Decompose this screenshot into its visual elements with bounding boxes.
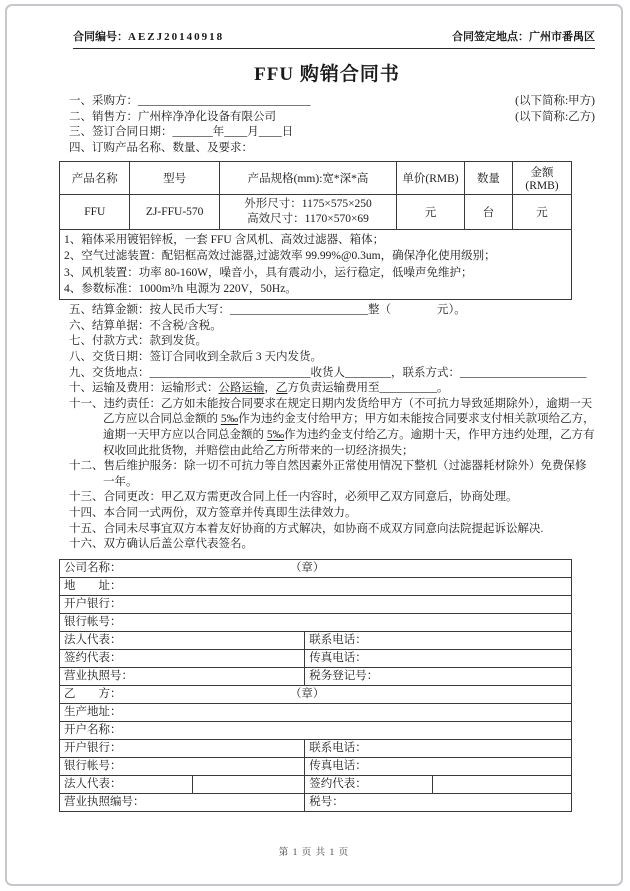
party-field-label: 地 址： [64,579,122,592]
party-field-label: 签约代表： [309,777,367,790]
party-table-cell [60,578,571,595]
party-table-row [60,668,571,686]
party-table-cell [60,596,571,613]
text-segment: ， [264,382,276,395]
party-table-cell [60,632,305,649]
party-field-label: 传真电话： [309,651,367,664]
text-segment: 作为违约金支付给甲方；甲方如未能按合同要求支付相关款项给乙方，逾期一天甲方应以合同总金额的 [103,413,595,441]
underlined-text: 5‰ [266,428,285,441]
text-segment: 八、交货日期：签订合同收到全款后 3 天内发货。 [69,350,322,363]
intro-line-text [69,141,253,157]
party-table-row [60,560,571,578]
product-table-header-cell: 金额(RMB) [513,162,572,195]
party-table-cell [60,560,571,577]
intro-line [69,94,595,110]
text-segment: 二、销售方：广州梓净净化设备有限公司 [69,110,276,123]
party-table-cell [305,794,571,811]
intro-line-text [69,125,293,141]
intro-line [69,125,595,141]
term-item [69,350,595,366]
terms-list [69,303,595,553]
text-segment: 作为违约金支付给乙方。逾期十天，作甲方违约处理，乙方有权收回此批货物，并赔偿由此给乙方所带来的一切经济损失； [103,428,595,457]
party-field-label: 税务登记号： [309,669,379,682]
text-segment: 四、订购产品名称、数量、及要求： [69,141,253,154]
seal-mark: （章） [289,687,325,700]
product-table-header-cell: 型号 [130,162,219,195]
party-table-cell [193,776,305,793]
party-table-cell [60,794,305,811]
text-segment: 六、结算单据：不含税/含税。 [69,319,222,332]
product-note-line: 3、风机装置：功率 80-160W，噪音小，具有震动小，运行稳定，低噪声免维护； [64,266,473,279]
text-segment: ，联系方式： [391,366,460,379]
intro-line [69,110,595,126]
text-segment: 九、交货地点： [69,366,150,379]
party-table-row [60,794,571,811]
term-item [69,490,595,506]
party-field-label: 传真电话： [309,759,367,772]
text-segment: __________ [379,382,437,395]
term-item [69,522,595,538]
product-table-header-cell: 单价(RMB) [397,162,465,195]
text-segment: ____________________________ [149,366,311,379]
term-item [69,303,595,319]
party-field-label: 营业执照号： [64,669,133,682]
party-table-cell [433,776,571,793]
party-field-label: 公司名称： [64,561,122,574]
text-segment: 十五、合同未尽事宜双方本着友好协商的方式解决，如协商不成双方同意向法院提起诉讼解决. [69,522,544,535]
term-item [69,319,595,335]
sign-place-label: 合同签定地点： [452,31,529,43]
page-number: 第 1 页 共 1 页 [278,848,350,858]
party-table-row [60,650,571,668]
party-table-row [60,758,571,776]
party-field-label: 签约代表： [64,651,122,664]
party-field-label: 法人代表： [64,633,122,646]
text-segment: ________ [345,366,391,379]
product-notes-cell [60,230,572,300]
party-table-row [60,686,571,704]
text-segment: 十二、售后维护服务：除一切不可抗力等自然因素外正常使用情况下整机（过滤器耗材除外）免费保修一年。 [69,460,587,488]
party-table-cell [305,668,571,685]
term-item [69,537,595,553]
party-table-row [60,722,571,740]
party-field-label: 联系电话： [309,633,367,646]
product-name-cell: FFU [60,195,130,230]
product-spec-cell [219,195,396,230]
sign-place-value: 广州市番禺区 [529,31,595,43]
party-table-cell [60,758,305,775]
product-note-line: 4、参数标准：1000m³/h 电源为 220V，50Hz。 [64,282,297,295]
text-segment: 七、付款方式：款到发货。 [69,335,207,348]
party-field-label: 乙 方： [64,687,122,700]
product-table-header-cell: 产品名称 [60,162,130,195]
party-field-label: 银行帐号： [64,759,122,772]
text-segment: 十六、双方确认后盖公章代表签名。 [69,538,253,551]
spec-line: 高效尺寸：1170×570×69 [247,213,369,225]
party-table-cell [305,758,571,775]
document-title: FFU 购销合同书 [254,64,400,85]
contract-number-label: 合同编号： [73,31,128,43]
party-field-label: 税号： [309,795,344,808]
contract-number [73,28,224,44]
text-segment: ________________________ [230,304,368,317]
party-table-cell [60,650,305,667]
product-note-line: 2、空气过滤装置：配铝框高效过滤器,过滤效率 99.99%@0.3um，确保净化使用级别； [64,250,496,263]
product-model-cell: ZJ-FFU-570 [130,195,219,230]
unit-price-cell: 元 [397,195,465,230]
party-abbreviation: (以下简称:甲方) [515,95,595,107]
sign-place [452,28,595,44]
party-table-cell [60,686,571,703]
text-segment: 五、结算金额：按人民币大写： [69,304,230,317]
text-segment: ______________________ [460,366,587,379]
party-field-label: 开户名称： [64,723,122,736]
party-table-row [60,740,571,758]
spec-line: 外形尺寸：1175×575×250 [244,198,372,210]
party-abbreviation: (以下简称:乙方) [515,110,595,123]
party-table-row [60,578,571,596]
product-table-header-cell: 产品规格(mm):宽*深*高 [219,162,396,195]
text-segment: 十、运输及费用：运输形式： [69,382,219,395]
text-segment: 十三、合同更改：甲乙双方需更改合同上任一内容时，必须甲乙双方同意后，协商处理。 [69,491,518,504]
party-table-cell [60,614,571,631]
party-table-cell [60,704,571,721]
party-table-row [60,596,571,614]
party-table-row [60,776,571,794]
party-field-label: 联系电话： [309,741,367,754]
party-table-row [60,632,571,650]
party-field-label: 银行帐号： [64,615,122,628]
document-header [73,28,595,49]
party-table-row [60,614,571,632]
intro-list [69,94,595,156]
intro-line-text [69,94,311,110]
term-item [69,334,595,350]
party-table-cell [60,740,305,757]
text-segment: 。 [437,382,449,395]
term-item [69,381,595,397]
party-field-label: 开户银行： [64,741,122,754]
text-segment: 收货人 [310,366,345,379]
product-note-line: 1、箱体采用镀铝锌板，一套 FFU 含风机、高效过滤器、箱体； [64,234,385,246]
underlined-text: 乙 [276,382,288,395]
text-segment: ______________________________ [138,95,311,107]
party-field-label: 法人代表： [64,777,122,790]
party-table-cell [60,722,571,739]
party-table-cell [305,632,571,649]
amount-cell: 元 [513,195,572,230]
product-table-notes-row [60,230,572,300]
party-table-row [60,704,571,722]
underlined-text: 5‰ [220,413,239,426]
quantity-cell: 台 [464,195,512,230]
term-item [69,459,595,490]
text-segment: 三、签订合同日期：_______年____月____日 [69,126,294,138]
contract-number-value: AEZJ20140918 [128,31,225,43]
product-table-header-cell: 数量 [464,162,512,195]
underlined-text: 公路运输 [218,382,265,395]
product-table [59,161,572,300]
text-segment: 方负责运输费用至 [287,382,380,395]
party-field-label: 生产地址： [64,705,122,718]
party-field-label: 开户银行： [64,597,122,610]
party-table-cell [60,668,305,685]
party-table-cell [305,740,571,757]
intro-line-text [69,110,276,126]
page-content [7,6,621,812]
party-info-table [59,559,572,812]
product-table-data-row [60,195,572,230]
intro-line [69,141,595,157]
term-item [69,397,595,459]
party-field-label: 营业执照编号： [64,795,145,808]
term-item [69,506,595,522]
text-segment: 整（ 元）。 [368,304,466,317]
contract-page [5,4,623,886]
term-item [69,366,595,382]
text-segment: 十一、违约责任：乙方如未能按合同要求在规定日期内发货给甲方（不可抗力导致延期除外），逾期一天乙方应以合同总金额的 [69,397,593,426]
seal-mark: （章） [289,561,325,574]
party-table-cell [60,776,193,793]
party-table-cell [305,776,433,793]
text-segment: 一、采购方： [69,95,138,107]
product-table-header-row [60,162,572,195]
text-segment: 十四、本合同一式两份，双方签章并传真即生法律效力。 [69,506,357,519]
party-table-cell [305,650,571,667]
